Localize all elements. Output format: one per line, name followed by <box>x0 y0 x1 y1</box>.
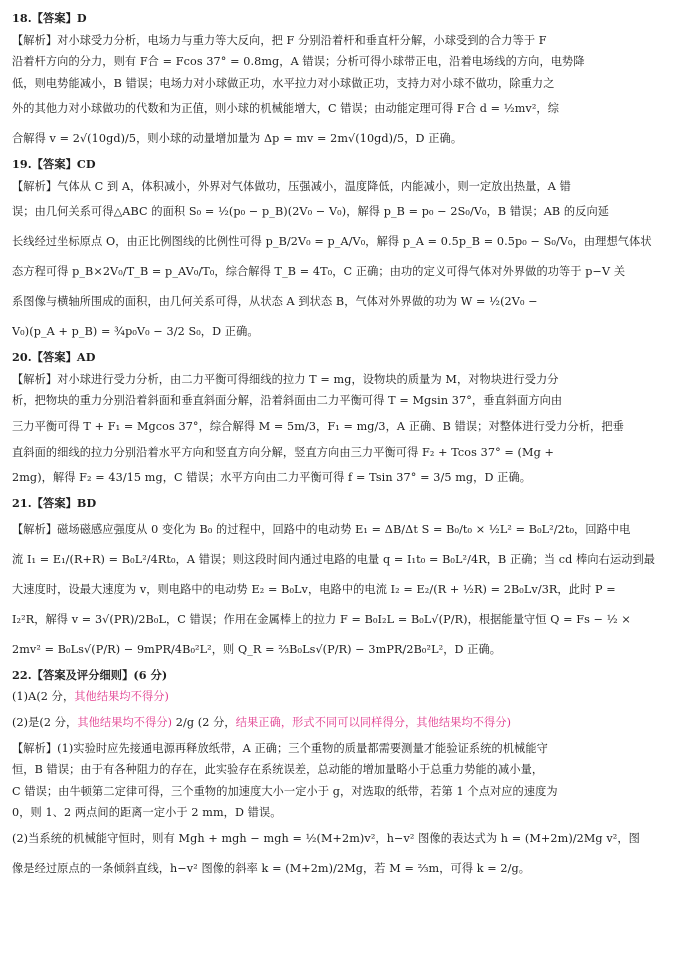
q18-line-2: 沿着杆方向的分力，则有 F合 = Fcos 37° = 0.8mg，A 错误；分析可得小球带正电，沿着电场线的方向，电势降 <box>12 55 585 68</box>
q22-answer-2-rule-2: 结果正确，形式不同可以同样得分，其他结果均不得分) <box>235 715 512 729</box>
q21-line-5: 2mv² = B₀Ls√(P/R) − 9mPR/4B₀²L²，则 Q_R = ⅔B₀Ls√(P/R) − 3mPR/2B₀²L²，D 正确。 <box>12 642 502 656</box>
q21-line-2: 流 I₁ = E₁/(R+R) = B₀L²/4Rt₀，A 错误；则这段时间内通过电路的电量 q = I₁t₀ = B₀L²/4R，B 正确；当 cd 棒向右运动到最 <box>12 552 656 566</box>
q18-heading: 18.【答案】D <box>12 11 87 25</box>
q22-answer-1-text: (1)A(2 分， <box>12 690 75 703</box>
q19-line-5: 系图像与横轴所围成的面积，由几何关系可得，从状态 A 到状态 B，气体对外界做的功为 W = ½(2V₀ − <box>12 295 538 308</box>
q22-answer-1 <box>12 686 682 708</box>
q18-line-5: 合解得 v = 2√(10gd)/5，则小球的动量增加量为 Δp = mv = 2m√(10gd)/5，D 正确。 <box>12 132 463 145</box>
q19-line-4: 态方程可得 p_B×2V₀/T_B = p_AV₀/T₀，综合解得 T_B = 4T₀，C 正确；由功的定义可得气体对外界做的功等于 p−V 关 <box>12 265 626 278</box>
question-21 <box>12 493 682 665</box>
q22-answer-2 <box>12 708 682 738</box>
q22-line-4: 0，则 1、2 两点间的距离一定小于 2 mm，D 错误。 <box>12 806 282 819</box>
q21-line-4: I₂²R，解得 v = 3√(PR)/2B₀L，C 错误；作用在金属棒上的拉力 F = B₀I₂L = B₀L√(P/R)，根据能量守恒 Q = Fs − ½ × <box>12 612 631 626</box>
q19-line-2: 误；由几何关系可得△ABC 的面积 S₀ = ½(p₀ − p_B)(2V₀ − V₀)，解得 p_B = p₀ − 2S₀/V₀，B 错误；AB 的反向延 <box>12 205 610 218</box>
q21-heading: 21.【答案】BD <box>12 496 97 510</box>
q22-answer-2-rule: 其他结果均不得分) <box>77 715 173 729</box>
q18-line-4: 外的其他力对小球做功的代数和为正值，则小球的机械能增大，C 错误；由动能定理可得 F合 d = ½mv²，综 <box>12 102 559 115</box>
q22-answer-2-text: (2)是(2 分， <box>12 715 78 729</box>
q20-line-2: 析，把物块的重力分别沿着斜面和垂直斜面分解，沿着斜面由二力平衡可得 T = Mgsin 37°，垂直斜面方向由 <box>12 394 563 407</box>
q20-heading: 20.【答案】AD <box>12 350 96 364</box>
q22-answer-1-rule: 其他结果均不得分) <box>74 690 170 703</box>
q21-line-1: 【解析】磁场磁感应强度从 0 变化为 B₀ 的过程中，回路中的电动势 E₁ = ΔB/Δt S = B₀/t₀ × ½L² = B₀L²/2t₀，回路中电 <box>12 522 631 536</box>
q19-line-6: V₀)(p_A + p_B) = ¾p₀V₀ − 3/2 S₀，D 正确。 <box>12 325 259 338</box>
q22-line-1: 【解析】(1)实验时应先接通电源再释放纸带，A 正确；三个重物的质量都需要测量才能验证系统的机械能守 <box>12 741 548 755</box>
q18-line-3: 低，则电势能减小，B 错误；电场力对小球做正功，水平拉力对小球做正功，支持力对小球不做功，除重力之 <box>12 76 555 90</box>
q20-line-4: 直斜面的细线的拉力分别沿着水平方向和竖直方向分解，竖直方向由三力平衡可得 F₂ + Tcos 37° = (Mg + <box>12 445 554 459</box>
q19-line-3: 长线经过坐标原点 O，由正比例图线的比例性可得 p_B/2V₀ = p_A/V₀，解得 p_A = 0.5p_B = 0.5p₀ − S₀/V₀，由理想气体状 <box>12 235 652 248</box>
question-18 <box>12 8 682 154</box>
q21-line-3: 大速度时，设最大速度为 v，则电路中的电动势 E₂ = B₀Lv，电路中的电流 I₂ = E₂/(R + ½R) = 2B₀Lv/3R，此时 P = <box>12 582 616 596</box>
q18-line-1: 【解析】对小球受力分析，电场力与重力等大反向，把 F 分别沿着杆和垂直杆分解，小球受到的合力等于 F <box>12 33 547 47</box>
q20-line-1: 【解析】对小球进行受力分析，由二力平衡可得细线的拉力 T = mg，设物块的质量为 M，对物块进行受力分 <box>12 372 559 386</box>
q22-line-3: C 错误；由牛顿第二定律可得，三个重物的加速度大小一定小于 g，对选取的纸带，若第 1 个点对应的速度为 <box>12 784 558 798</box>
q22-heading: 22.【答案及评分细则】(6 分) <box>12 667 168 682</box>
q22-answer-2-value: 2/g (2 分， <box>172 715 236 729</box>
q22-line-2: 恒，B 错误；由于有各种阻力的存在，此实验存在系统误差，总动能的增加量略小于总重力势能的减小量， <box>12 763 544 776</box>
q22-line-6: 像是经过原点的一条倾斜直线，h−v² 图像的斜率 k = (M+2m)/2Mg，若 M = ⅔m，可得 k = 2/g。 <box>12 861 531 875</box>
question-22 <box>12 665 682 884</box>
q19-heading: 19.【答案】CD <box>12 157 96 171</box>
q20-line-3: 三力平衡可得 T + F₁ = Mgcos 37°，综合解得 M = 5m/3，F₁ = mg/3，A 正确、B 错误；对整体进行受力分析，把垂 <box>12 419 624 433</box>
q19-line-1: 【解析】气体从 C 到 A，体积减小，外界对气体做功，压强减小，温度降低，内能减小，则一定放出热量，A 错 <box>12 179 571 193</box>
question-20 <box>12 347 682 493</box>
q22-line-5: (2)当系统的机械能守恒时，则有 Mgh + mgh − mgh = ½(M+2m)v²，h−v² 图像的表达式为 h = (M+2m)/2Mg v²，图 <box>12 831 640 845</box>
q20-line-5: 2mg)，解得 F₂ = 43/15 mg，C 错误；水平方向由二力平衡可得 f = Tsin 37° = 3/5 mg，D 正确。 <box>12 471 532 484</box>
question-19 <box>12 154 682 347</box>
